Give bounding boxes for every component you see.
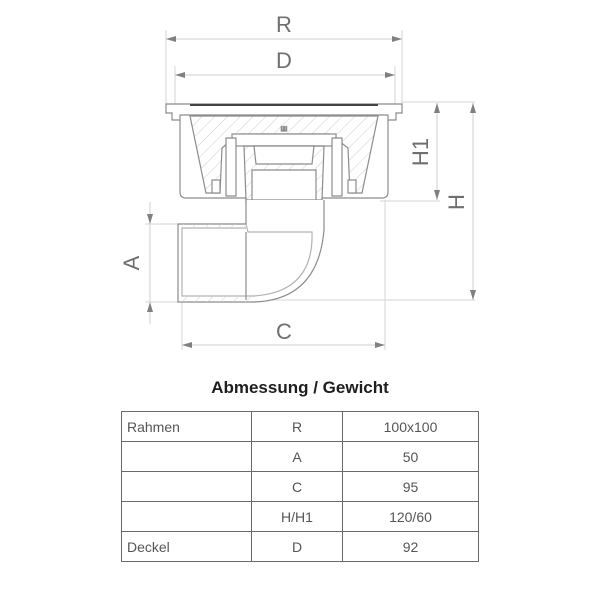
table-title: Abmessung / Gewicht [211, 378, 389, 397]
table-row [122, 442, 479, 472]
drain-body [166, 104, 402, 204]
cell-dimension: H/H1 [252, 502, 343, 532]
table-row [122, 502, 479, 532]
label-D: D [276, 48, 292, 73]
cell-value: 100x100 [343, 412, 479, 442]
cell-dimension: D [252, 532, 343, 562]
cell-dimension: C [252, 472, 343, 502]
label-A: A [119, 255, 144, 271]
label-R: R [276, 12, 292, 37]
label-H: H [444, 194, 469, 210]
cell-part [122, 472, 252, 502]
table-row [122, 532, 479, 562]
cell-part [122, 502, 252, 532]
cell-part [122, 442, 252, 472]
cell-dimension: A [252, 442, 343, 472]
cell-dimension: R [252, 412, 343, 442]
elbow-outlet [178, 200, 324, 302]
dimensions-table [121, 411, 479, 562]
cell-value: 95 [343, 472, 479, 502]
label-C: C [276, 319, 292, 344]
cell-part: Rahmen [122, 412, 252, 442]
table-row [122, 412, 479, 442]
cell-value: 120/60 [343, 502, 479, 532]
cell-value: 50 [343, 442, 479, 472]
cell-value: 92 [343, 532, 479, 562]
label-H1: H1 [408, 137, 433, 167]
svg-text:ш: ш [280, 124, 288, 133]
table-row [122, 472, 479, 502]
cell-part: Deckel [122, 532, 252, 562]
